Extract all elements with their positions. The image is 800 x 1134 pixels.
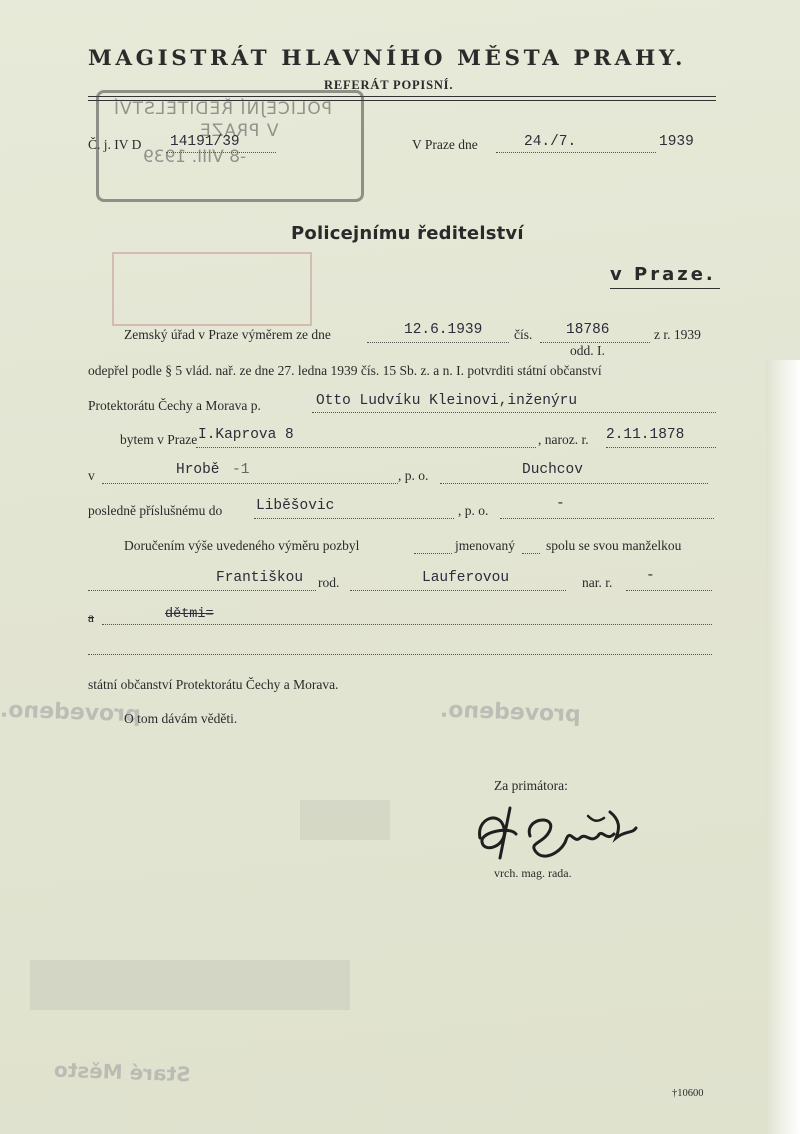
birth-place: Hrobě xyxy=(176,462,220,478)
dotted-line xyxy=(496,152,656,153)
dotted-line xyxy=(102,624,712,625)
body-text: rod. xyxy=(318,575,340,590)
body-text: odepřel podle § 5 vlád. nař. ze dne 27. ledna 1939 čís. 15 Sb. z. a n. I. potvrditi státní občanství xyxy=(88,363,602,378)
dotted-line xyxy=(88,590,316,591)
dotted-line xyxy=(500,518,714,519)
dotted-line xyxy=(196,447,536,448)
address: I.Kaprova 8 xyxy=(198,427,294,443)
faint-mirrored-stamp: provedeno. xyxy=(0,697,142,728)
body-text: posledně příslušnému do xyxy=(88,503,223,518)
body-text: , naroz. r. xyxy=(538,432,589,447)
faint-stamp-smudge xyxy=(30,960,350,1010)
dotted-line xyxy=(606,447,716,448)
dotted-line xyxy=(88,654,712,655)
birth-place-mark: -1 xyxy=(232,462,250,478)
struck-children-text: dětmi= xyxy=(165,607,214,622)
body-text: O tom dávám věděti. xyxy=(124,711,238,726)
body-text: , p. o. xyxy=(458,503,489,518)
dotted-line xyxy=(350,590,566,591)
office-subtitle: REFERÁT POPISNÍ. xyxy=(324,78,454,92)
dotted-line xyxy=(254,518,454,519)
reference-number: 14191/39 xyxy=(170,134,240,150)
dotted-line xyxy=(626,590,712,591)
handwritten-signature xyxy=(470,798,650,868)
body-text: spolu se svou manželkou xyxy=(546,538,682,553)
body-text: bytem v Praze xyxy=(120,432,198,447)
stamp-line-3: -8 VIII. 1939 xyxy=(143,147,247,167)
issue-year: 1939 xyxy=(659,134,694,150)
dotted-line xyxy=(522,553,540,554)
body-text: v xyxy=(88,468,95,483)
body-text: čís. xyxy=(514,327,533,342)
body-text: , p. o. xyxy=(398,468,429,483)
birth-date: 2.11.1878 xyxy=(606,427,685,443)
dotted-line xyxy=(440,483,708,484)
wife-birth-year: - xyxy=(646,568,655,584)
faint-received-stamp xyxy=(112,252,312,326)
faint-mirrored-stamp: provedeno. xyxy=(439,697,582,728)
signature-label: Za primátora: xyxy=(494,778,568,793)
office-title: MAGISTRÁT HLAVNÍHO MĚSTA PRAHY. xyxy=(88,46,687,71)
domicile-place: Liběšovic xyxy=(256,498,335,514)
signature-title: vrch. mag. rada. xyxy=(494,866,572,880)
decision-date: 12.6.1939 xyxy=(404,322,483,338)
wife-maiden-name: Lauferovou xyxy=(422,570,510,586)
body-text: nar. r. xyxy=(582,575,613,590)
torn-paper-edge xyxy=(766,360,800,1134)
body-text: Zemský úřad v Praze výměrem ze dne xyxy=(124,327,331,342)
decision-number: 18786 xyxy=(566,322,610,338)
dotted-line xyxy=(367,342,509,343)
dotted-line xyxy=(312,412,716,413)
place-date-label: V Praze dne xyxy=(412,137,478,152)
struck-text: a xyxy=(88,610,94,625)
dotted-line xyxy=(102,483,398,484)
body-text: Protektorátu Čechy a Morava p. xyxy=(88,398,261,413)
reference-label: Č. j. IV D xyxy=(88,137,142,152)
domicile-post-office: - xyxy=(556,496,565,512)
dotted-line xyxy=(414,553,452,554)
body-text: odd. I. xyxy=(570,343,605,358)
faint-stamp-smudge xyxy=(300,800,390,840)
dotted-line xyxy=(166,152,276,153)
addressee-line-1: Policejnímu ředitelství xyxy=(291,223,524,244)
stamp-line-2: V PRAZE xyxy=(199,121,279,141)
body-text: Doručením výše uvedeného výměru pozbyl xyxy=(124,538,360,553)
form-number: †10600 xyxy=(672,1088,704,1099)
issue-date: 24./7. xyxy=(524,134,577,150)
addressee-rule xyxy=(610,288,720,289)
body-text: z r. 1939 xyxy=(654,327,701,342)
addressee-line-2: v Praze. xyxy=(610,264,716,285)
body-text: jmenovaný xyxy=(455,538,515,553)
body-text: státní občanství Protektorátu Čechy a Morava. xyxy=(88,677,339,692)
wife-name: Františkou xyxy=(216,570,304,586)
stamp-line-1: POLICEJNÍ ŘEDITELSTVÍ xyxy=(113,99,332,119)
faint-mirrored-stamp: Staré Město xyxy=(53,1057,191,1087)
birth-post-office: Duchcov xyxy=(522,462,583,478)
person-name: Otto Ludvíku Kleinovi,inženýru xyxy=(316,393,578,409)
